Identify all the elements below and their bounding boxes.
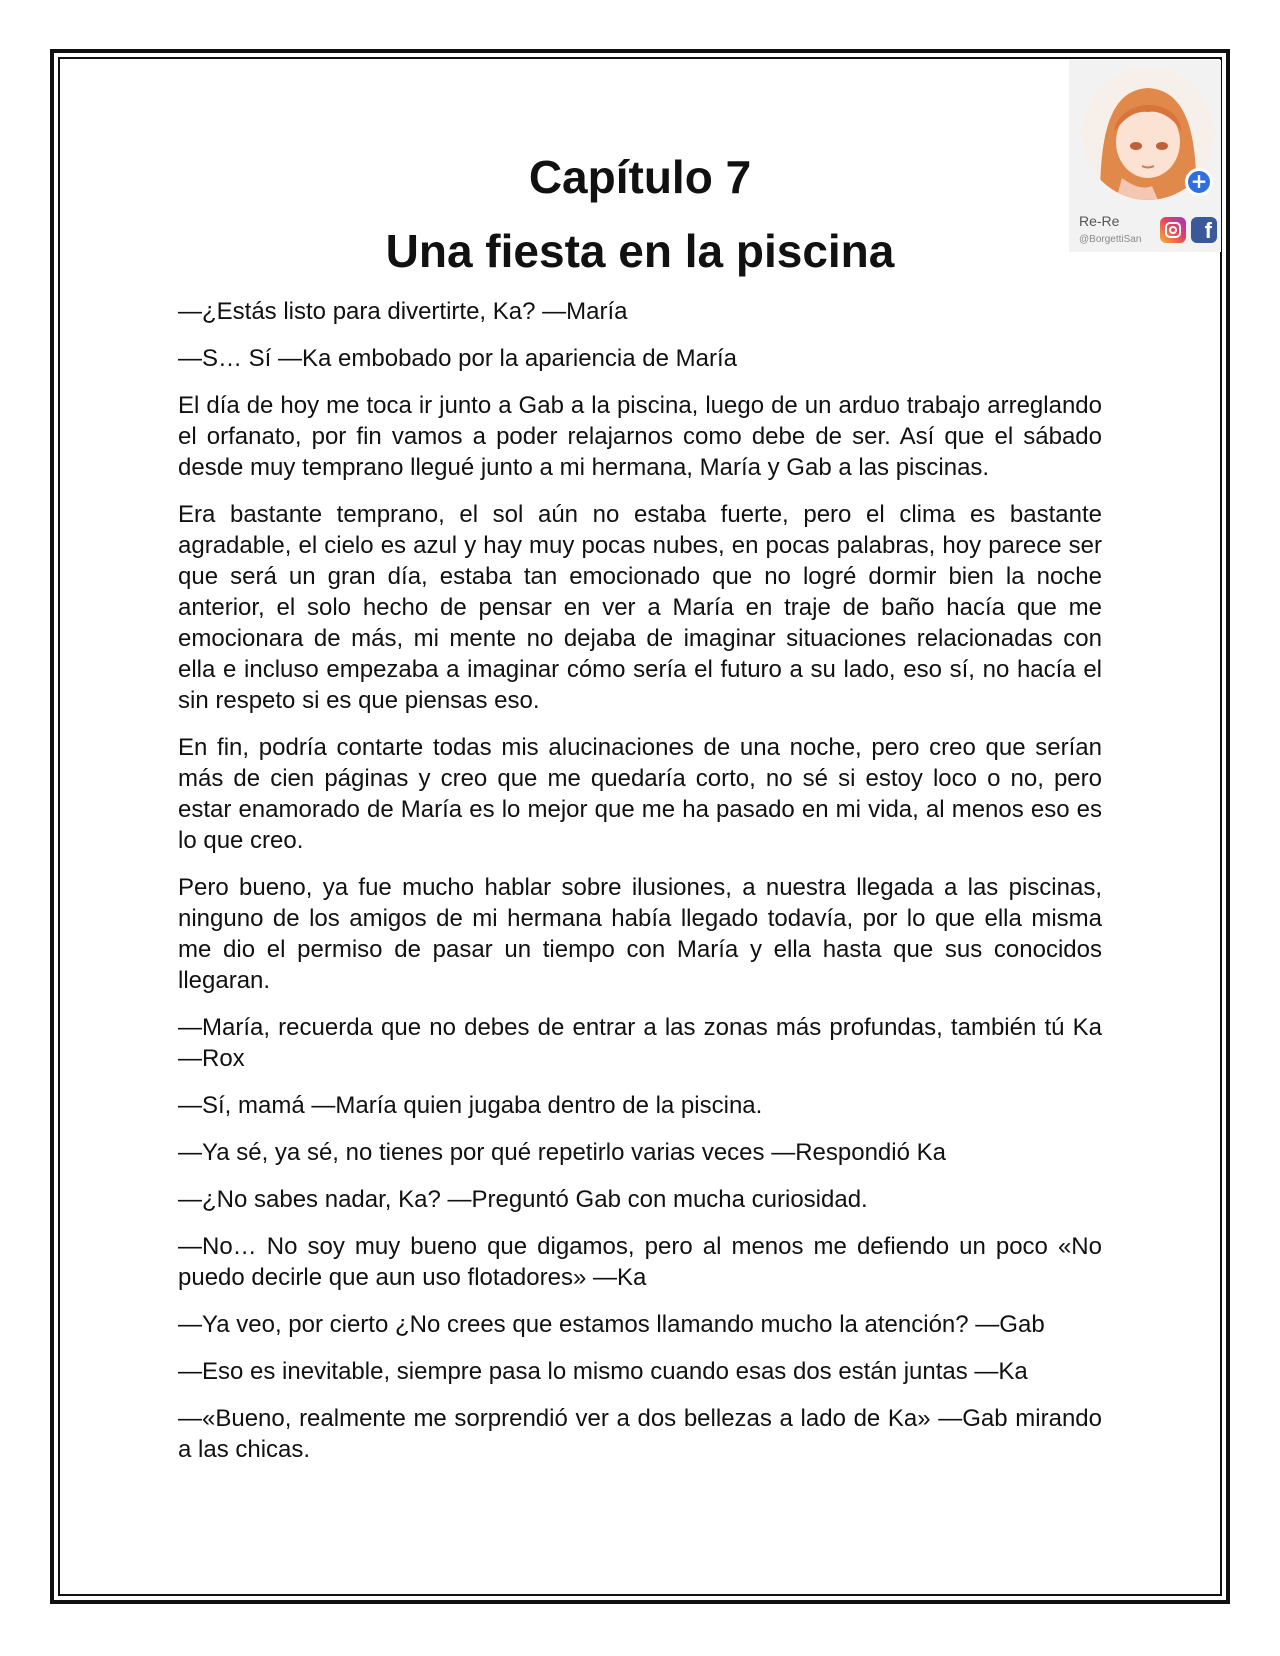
paragraph: En fin, podría contarte todas mis alucinaciones de una noche, pero creo que serían más de cien páginas y creo que me quedaría corto, no sé si estoy loco o no, pero estar enamorado de María es lo mejor que me ha pasado en mi vida, al menos eso es lo que creo. xyxy=(178,734,1102,854)
paragraph: El día de hoy me toca ir junto a Gab a la piscina, luego de un arduo trabajo arreglando el orfanato, por fin vamos a poder relajarnos como debe de ser. Así que el sábado desde muy temprano llegué junto a mi hermana, María y Gab a las piscinas. xyxy=(178,392,1102,481)
paragraph: —María, recuerda que no debes de entrar a las zonas más profundas, también tú Ka —Rox xyxy=(178,1014,1102,1072)
facebook-icon[interactable]: f xyxy=(1191,217,1217,243)
profile-name: Re-Re xyxy=(1079,213,1120,229)
paragraph: —Eso es inevitable, siempre pasa lo mismo cuando esas dos están juntas —Ka xyxy=(178,1358,1028,1385)
profile-handle: @BorgettiSan xyxy=(1079,234,1142,245)
paragraph: —S… Sí —Ka embobado por la apariencia de María xyxy=(178,345,737,372)
paragraph: Pero bueno, ya fue mucho hablar sobre ilusiones, a nuestra llegada a las piscinas, ninguno de los amigos de mi hermana había llegado todavía, por lo que ella misma me dio el permiso de pasar un tiempo con María y ella hasta que sus conocidos llegaran. xyxy=(178,874,1102,994)
chapter-number: Capítulo 7 xyxy=(528,151,752,203)
chapter-title: Una fiesta en la piscina xyxy=(385,225,895,277)
paragraph: —¿No sabes nadar, Ka? —Preguntó Gab con mucha curiosidad. xyxy=(178,1186,868,1213)
instagram-icon[interactable] xyxy=(1160,217,1186,243)
plus-icon[interactable]: + xyxy=(1185,168,1213,196)
paragraph: Era bastante temprano, el sol aún no estaba fuerte, pero el clima es bastante agradable, el cielo es azul y hay muy pocas nubes, en pocas palabras, hoy parece ser que será un gran día, estaba tan emocionado que no logré dormir bien la noche anterior, el solo hecho de pensar en ver a María en traje de baño hacía que me emocionara de más, mi mente no dejaba de imaginar situaciones relacionadas con ella e incluso empezaba a imaginar cómo sería el futuro a su lado, eso sí, no hacía el sin respeto si es que piensas eso. xyxy=(178,501,1102,714)
paragraph: —No… No soy muy bueno que digamos, pero al menos me defiendo un poco «No puedo decirle que aun uso flotadores» —Ka xyxy=(178,1233,1102,1291)
paragraph: —Sí, mamá —María quien jugaba dentro de la piscina. xyxy=(178,1092,763,1119)
paragraph: —«Bueno, realmente me sorprendió ver a dos bellezas a lado de Ka» —Gab mirando a las chicas. xyxy=(178,1405,1102,1463)
chapter-body xyxy=(178,296,1102,1481)
paragraph: —Ya veo, por cierto ¿No crees que estamos llamando mucho la atención? —Gab xyxy=(178,1311,1045,1338)
paragraph: —¿Estás listo para divertirte, Ka? —María xyxy=(178,298,628,325)
paragraph: —Ya sé, ya sé, no tienes por qué repetirlo varias veces —Respondió Ka xyxy=(178,1139,946,1166)
chapter-header xyxy=(160,140,1120,288)
